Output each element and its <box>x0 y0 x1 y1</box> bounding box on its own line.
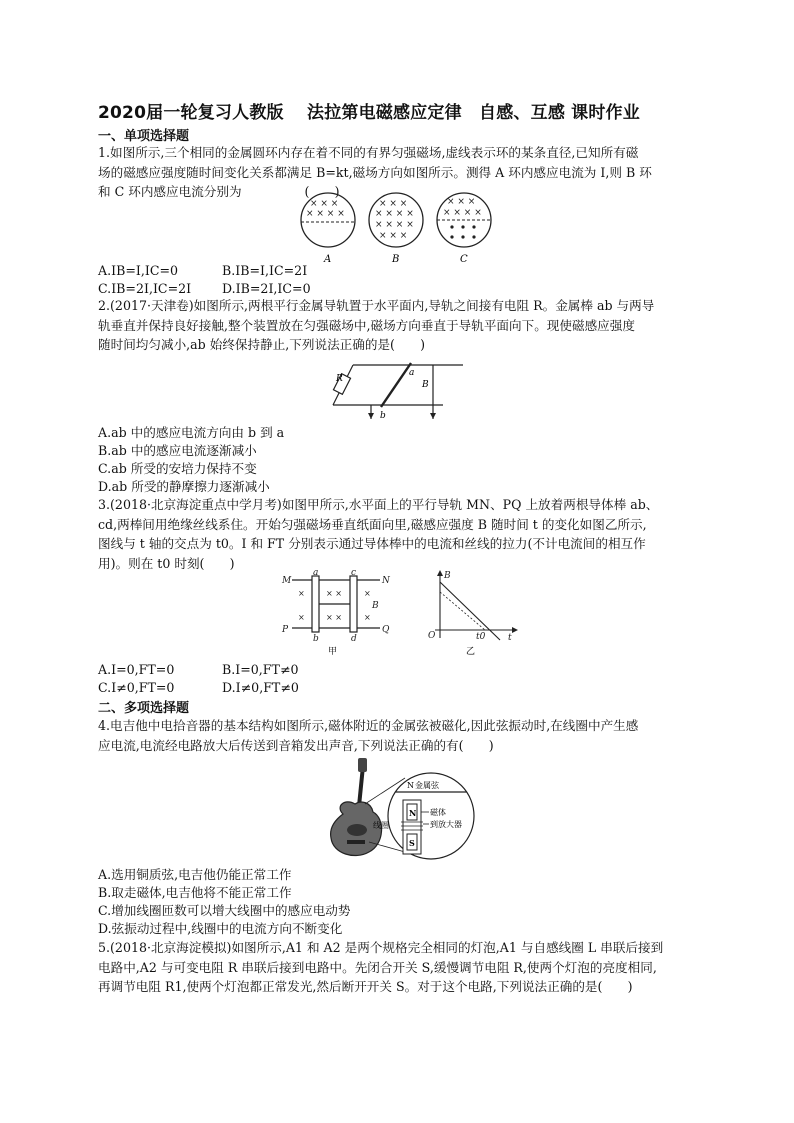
svg-text:× × ×: × × × <box>379 199 408 209</box>
question-4-line: 4.电吉他中电拾音器的基本结构如图所示,磁体附近的金属弦被磁化,因此弦振动时,在线圈中产生感 <box>98 718 639 733</box>
label-t0: t0 <box>476 632 486 642</box>
label-t: t <box>508 633 512 643</box>
label-axis-b: B <box>444 571 451 581</box>
label-r: R <box>336 374 343 384</box>
section-heading-single-choice: 一、单项选择题 <box>98 129 190 144</box>
svg-text:× ×: × × <box>326 589 342 598</box>
option-d: D.ab 所受的静摩擦力逐渐减小 <box>98 479 270 494</box>
question-2-line: 随时间均匀减小,ab 始终保持静止,下列说法正确的是( ) <box>98 337 426 352</box>
svg-text:× × × ×: × × × × <box>306 209 345 219</box>
ring-label-a: A <box>324 254 332 265</box>
option-d: D.弦振动过程中,线圈中的电流方向不断变化 <box>98 921 343 936</box>
svg-text:×: × <box>298 589 305 598</box>
label-c: c <box>351 568 357 578</box>
question-1-options <box>98 262 311 298</box>
question-5-line: 再调节电阻 R1,使两个灯泡都正常发光,然后断开开关 S。对于这个电路,下列说法正确的是( ) <box>98 979 633 994</box>
label-m: M <box>282 576 292 586</box>
svg-text:× × × ×: × × × × <box>443 208 482 218</box>
ring-c-field-dots <box>450 225 475 238</box>
label-origin: O <box>428 631 436 641</box>
question-3-line: cd,两棒间用绝缘丝线系住。开始匀强磁场垂直纸面向里,磁感应强度 B 随时间 t 的变化如图乙所示, <box>98 516 647 532</box>
label-field-b: B <box>372 601 379 611</box>
label-d: d <box>351 634 357 644</box>
svg-text:× × ×: × × × <box>379 231 408 241</box>
question-3-line: 图线与 t 轴的交点为 t0。I 和 FT 分别表示通过导体棒中的电流和丝线的拉力(不计电流间的相互作 <box>98 536 646 551</box>
label-a: a <box>313 568 319 578</box>
label-p: P <box>282 625 289 635</box>
question-1-line: 1.如图所示,三个相同的金属圆环内存在着不同的有界匀强磁场,虚线表示环的某条直径,已知所有磁 <box>98 145 639 160</box>
question-2-text <box>98 296 654 355</box>
question-4-line: 应电流,电流经电路放大后传送到音箱发出声音,下列说法正确的有( ) <box>98 737 494 753</box>
question-4-text <box>98 716 638 755</box>
option-d: D.IB=2I,IC=0 <box>222 281 311 296</box>
option-a: A.ab 中的感应电流方向由 b 到 a <box>98 425 285 440</box>
label-amplifier: 到放大器 <box>430 820 462 829</box>
question-3-figure <box>280 568 520 656</box>
option-c: C.IB=2I,IC=2I <box>98 281 192 296</box>
option-c: C.ab 所受的安培力保持不变 <box>98 461 257 476</box>
question-1-figure-rings <box>295 190 505 265</box>
label-coil: 线圈 <box>373 821 389 830</box>
figure-yi-graph <box>435 572 512 640</box>
ring-c-field-symbols <box>443 197 482 218</box>
option-a: A.选用铜质弦,电吉他仍能正常工作 <box>98 867 292 882</box>
svg-text:× × ×: × × × <box>447 197 476 207</box>
ring-label-b: B <box>392 254 400 265</box>
guitar-icon <box>331 758 382 856</box>
label-magnet-s: S <box>409 838 415 848</box>
question-5-text <box>98 938 663 997</box>
option-d: D.I≠0,FT≠0 <box>222 680 299 695</box>
question-2-figure-rails <box>325 357 465 425</box>
figure-jia-rails <box>292 576 380 632</box>
question-1-line: 和 C 环内感应电流分别为 ( ) <box>98 184 340 199</box>
svg-text:× × × ×: × × × × <box>375 220 414 230</box>
question-5-line: 5.(2018·北京海淀模拟)如图所示,A1 和 A2 是两个规格完全相同的灯泡,A1 与自感线圈 L 串联后接到 <box>98 940 664 955</box>
ring-label-c: C <box>460 254 468 265</box>
option-c: C.增加线圈匝数可以增大线圈中的感应电动势 <box>98 903 351 918</box>
svg-text:×: × <box>364 613 371 622</box>
question-3-text <box>98 495 658 573</box>
question-2-line: 2.(2017·天津卷)如图所示,两根平行金属导轨置于水平面内,导轨之间接有电阻 R。金属棒 ab 与两导 <box>98 298 655 313</box>
label-b: b <box>313 634 319 644</box>
question-3-line: 用)。则在 t0 时刻( ) <box>98 555 235 571</box>
question-3-options <box>98 661 299 697</box>
question-1-line: 场的磁感应强度随时间变化关系都满足 B=kt,磁场方向如图所示。测得 A 环内感应电流为 I,则 B 环 <box>98 164 652 180</box>
label-string: 金属弦 <box>415 781 439 790</box>
question-5-line: 电路中,A2 与可变电阻 R 串联后接到电路中。先闭合开关 S,缓慢调节电阻 R,使两个灯泡的亮度相同, <box>98 959 657 975</box>
option-b: B.IB=I,IC=2I <box>222 263 308 278</box>
question-4-figure-guitar-pickup <box>325 756 475 864</box>
label-n-top: N <box>407 781 414 790</box>
label-a: a <box>409 368 415 378</box>
question-2-line: 轨垂直并保持良好接触,整个装置放在匀强磁场中,磁场方向垂直于导轨平面向下。现使磁感应强度 <box>98 317 635 333</box>
label-yi: 乙 <box>466 647 476 656</box>
option-b: B.ab 中的感应电流逐渐减小 <box>98 443 257 458</box>
label-q: Q <box>382 625 390 635</box>
question-3-line: 3.(2018·北京海淀重点中学月考)如图甲所示,水平面上的平行导轨 MN、PQ 上放着两根导体棒 ab、 <box>98 497 659 512</box>
option-b: B.取走磁体,电吉他将不能正常工作 <box>98 885 292 900</box>
label-n: N <box>382 576 390 586</box>
svg-text:× × ×: × × × <box>310 199 339 209</box>
option-b: B.I=0,FT≠0 <box>222 662 299 677</box>
label-b: b <box>380 411 386 421</box>
label-jia: 甲 <box>328 647 338 656</box>
label-field-b: B <box>422 380 429 390</box>
question-2-options <box>98 424 284 496</box>
svg-text:×: × <box>364 589 371 598</box>
option-a: A.IB=I,IC=0 <box>98 263 179 278</box>
label-magnet-n: N <box>409 808 417 818</box>
ring-a-field-crosses <box>306 199 345 219</box>
section-heading-multi-choice: 二、多项选择题 <box>98 701 190 716</box>
label-magnet: 磁体 <box>430 808 446 817</box>
svg-text:× ×: × × <box>326 613 342 622</box>
option-a: A.I=0,FT=0 <box>98 662 175 677</box>
ring-b-field-crosses <box>375 199 414 241</box>
figure-jia-crosses <box>298 589 371 622</box>
page-title: 2020届一轮复习人教版 法拉第电磁感应定律 自感、互感 课时作业 <box>98 103 640 123</box>
svg-text:×: × <box>298 613 305 622</box>
option-c: C.I≠0,FT=0 <box>98 680 175 695</box>
svg-text:× × × ×: × × × × <box>375 209 414 219</box>
question-4-options <box>98 866 350 938</box>
